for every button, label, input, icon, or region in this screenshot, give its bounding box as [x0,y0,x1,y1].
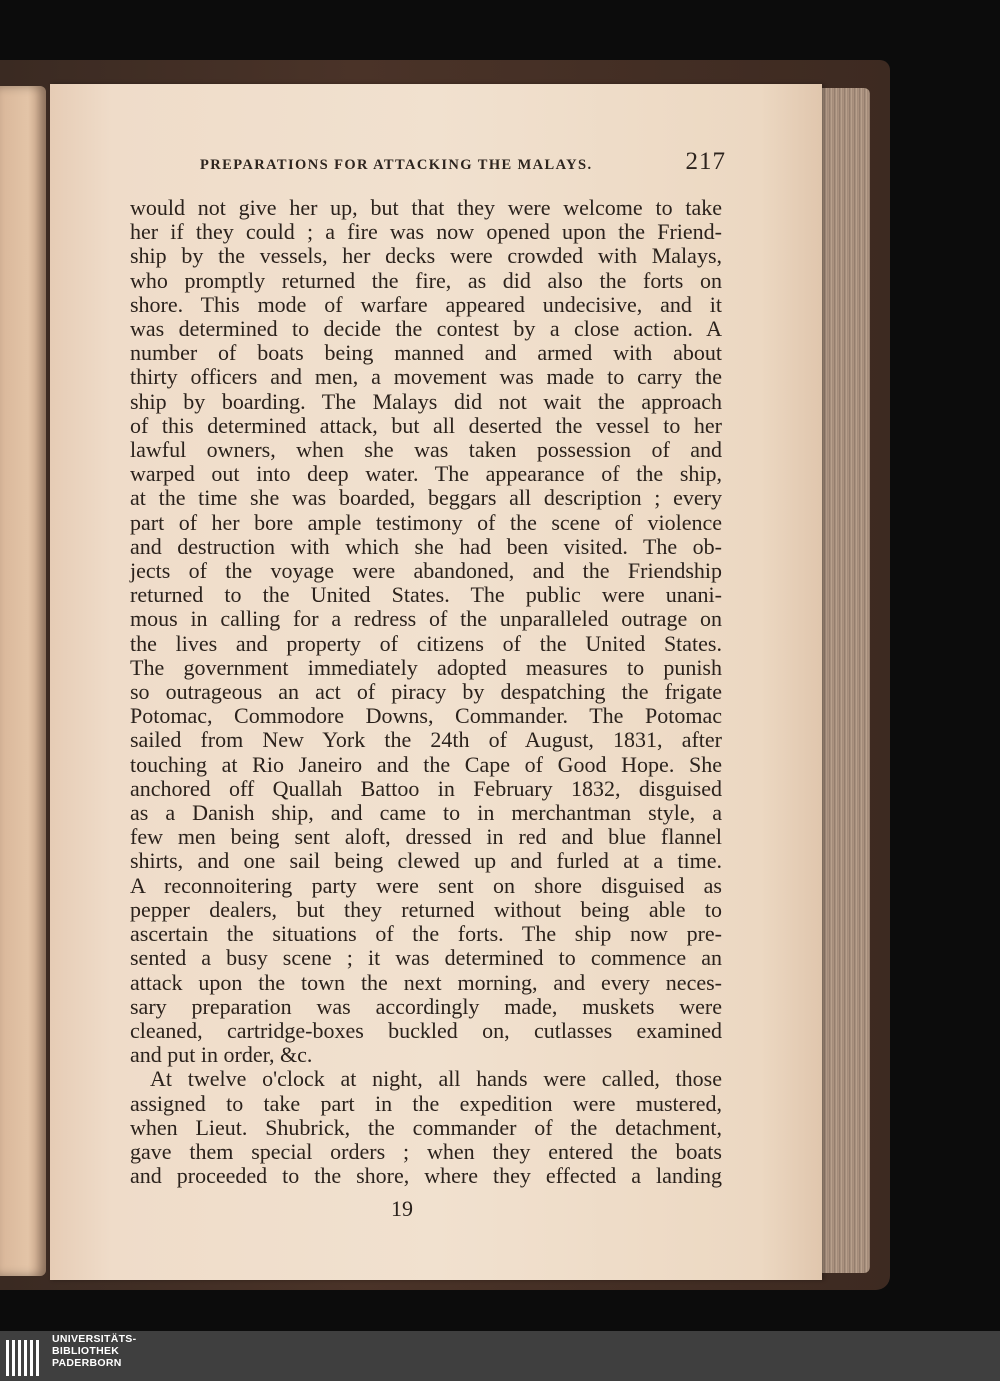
text-line: ship by boarding. The Malays did not wait the approach [130,388,722,414]
text-line: few men being sent aloft, dressed in red and blue flannel [130,824,722,850]
signature-mark: 19 [391,1196,413,1221]
library-name-line: PADERBORN [52,1357,122,1369]
text-line: at the time she was boarded, beggars all description ; every [130,485,722,511]
text-line: so outrageous an act of piracy by despatching the frigate [130,679,722,705]
page-number: 217 [685,148,726,175]
body-text [130,196,722,1188]
text-line: shore. This mode of warfare appeared undecisive, and it [130,291,722,317]
text-line: number of boats being manned and armed with about [130,340,722,366]
text-line: ship by the vessels, her decks were crowded with Malays, [130,243,722,269]
text-line: A reconnoitering party were sent on shore disguised as [130,872,722,898]
text-line: jects of the voyage were abandoned, and the Friendship [130,558,722,584]
text-line: was determined to decide the contest by a close action. A [130,316,722,342]
text-line: sented a busy scene ; it was determined to commence an [130,945,722,971]
text-line: warped out into deep water. The appearance of the ship, [130,461,722,487]
text-line: and put in order, &c. [130,1042,313,1068]
text-line: and destruction with which she had been visited. The ob- [130,533,722,559]
footer-bar [0,1331,1000,1381]
library-name-line: BIBLIOTHEK [52,1345,120,1357]
text-line: sailed from New York the 24th of August, 1831, after [130,727,722,753]
page-header [200,148,726,178]
text-line: as a Danish ship, and came to in merchantman style, a [130,800,722,826]
text-line: lawful owners, when she was taken possession of and [130,437,722,463]
library-logo-icon [6,1338,44,1378]
running-head: PREPARATIONS FOR ATTACKING THE MALAYS. [200,157,593,173]
text-line: of this determined attack, but all deserted the vessel to her [130,412,722,438]
library-name [52,1333,136,1369]
text-line: mous in calling for a redress of the unparalleled outrage on [130,606,722,632]
text-line: and proceeded to the shore, where they effected a landing [130,1163,722,1189]
text-line: pepper dealers, but they returned without being able to [130,896,722,922]
text-line: gave them special orders ; when they entered the boats [130,1138,722,1164]
text-line: the lives and property of citizens of the United States. [130,630,722,656]
text-line: shirts, and one sail being clewed up and furled at a time. [130,848,722,874]
text-line: sary preparation was accordingly made, muskets were [130,993,722,1019]
text-line: ascertain the situations of the forts. The ship now pre- [130,921,722,947]
text-line: part of her bore ample testimony of the scene of violence [130,509,722,535]
text-line: returned to the United States. The public were unani- [130,582,722,608]
text-line: when Lieut. Shubrick, the commander of the detachment, [130,1114,722,1140]
library-name-line: UNIVERSITÄTS- [52,1333,137,1345]
text-line: anchored off Quallah Battoo in February 1832, disguised [130,775,722,801]
text-line: Potomac, Commodore Downs, Commander. The Potomac [130,703,722,729]
text-line: who promptly returned the fire, as did also the forts on [130,267,722,293]
text-line: attack upon the town the next morning, and every neces- [130,969,722,995]
page-block-edges [818,88,870,1273]
text-line: The government immediately adopted measures to punish [130,654,722,680]
text-line: her if they could ; a fire was now opened upon the Friend- [130,219,722,245]
text-line: assigned to take part in the expedition were mustered, [130,1090,722,1116]
text-line: cleaned, cartridge-boxes buckled on, cutlasses examined [130,1017,722,1043]
text-line: At twelve o'clock at night, all hands were called, those [150,1066,722,1092]
text-line: would not give her up, but that they were welcome to take [130,195,722,220]
left-page-edge [0,86,46,1276]
text-line: thirty officers and men, a movement was made to carry the [130,364,722,390]
text-line: touching at Rio Janeiro and the Cape of Good Hope. She [130,751,722,777]
